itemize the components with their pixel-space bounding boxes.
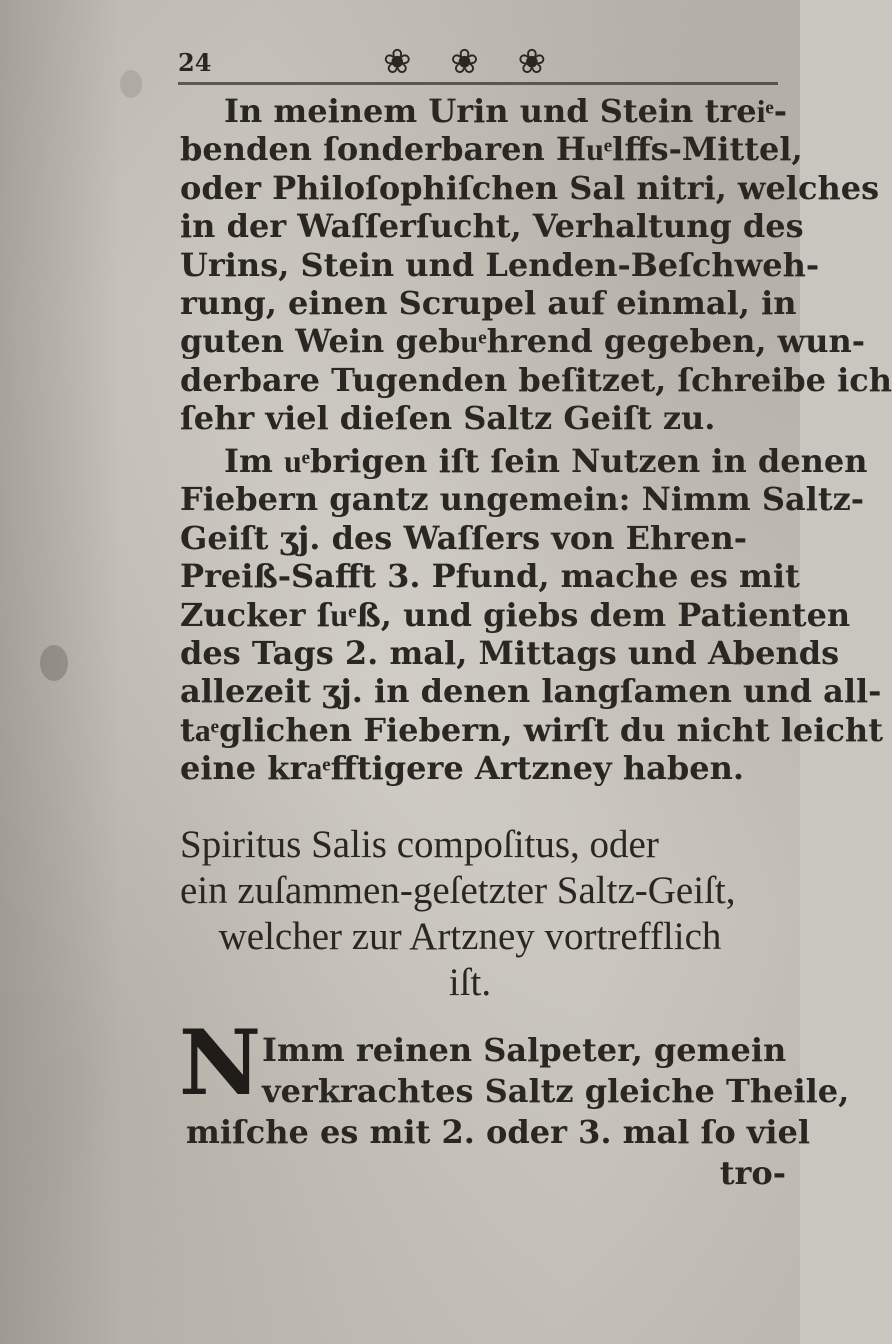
text-line: derbare Tugenden beſitzet, ſchreibe ich — [180, 360, 892, 399]
section-heading — [180, 822, 800, 1006]
paragraph-1 — [180, 92, 892, 438]
text-line: In meinem Urin und Stein treiͤ- — [224, 92, 788, 130]
text-line: allezeit ʒj. in denen langſamen und all- — [180, 672, 882, 711]
text-line: oder Philoſophiſchen Sal nitri, welches — [180, 168, 880, 207]
heading-line: Spiritus Salis compoſitus, oder — [180, 823, 659, 866]
text-line: verkrachtes Saltz gleiche Theile, — [262, 1072, 850, 1110]
text-line: Fiebern gantz ungemein: Nimm Saltz- — [180, 480, 865, 519]
text-line: benden ſonderbaren Huͤlffs-Mittel, — [180, 130, 803, 169]
text-line: Preiß-Safft 3. Pfund, mache es mit — [180, 557, 800, 596]
text-line: miſche es mit 2. oder 3. mal ſo viel — [186, 1113, 811, 1151]
text-line: eine kraͤfftigere Artzney haben. — [180, 749, 745, 788]
heading-line: iſt. — [448, 961, 492, 1004]
text-line: Geiſt ʒj. des Waſſers von Ehren- — [180, 518, 748, 557]
text-line: ſehr viel dieſen Saltz Geiſt zu. — [180, 399, 716, 438]
text-line: Urins, Stein und Lenden-Beſchweh- — [180, 245, 820, 284]
text-line: guten Wein gebuͤhrend gegeben, wun- — [180, 322, 865, 361]
text-line: Imm reinen Salpeter, gemein — [262, 1031, 787, 1069]
section-3-body — [186, 1112, 811, 1194]
text-line: rung, einen Scrupel auf einmal, in — [180, 283, 797, 322]
ink-stain — [120, 70, 142, 98]
text-line: Zucker ſuͤß, und giebs dem Patienten — [180, 595, 851, 634]
page-header — [178, 42, 738, 82]
header-rule — [178, 82, 778, 85]
text-line: taͤglichen Fiebern, wirſt du nicht leicht — [180, 710, 883, 749]
text-line: tro- — [719, 1154, 786, 1192]
page-number: 24 — [178, 48, 212, 77]
text-line: des Tags 2. mal, Mittags und Abends — [180, 633, 840, 672]
text-line: Im uͤbrigen iſt ſein Nutzen in denen — [224, 442, 868, 480]
paragraph-2 — [180, 442, 883, 788]
ink-stain — [40, 645, 68, 681]
heading-line: welcher zur Artzney vortrefflich — [218, 915, 722, 958]
section-3-indented — [262, 1030, 850, 1112]
text-line: in der Waſſerſucht, Verhaltung des — [180, 207, 804, 246]
heading-line: ein zuſammen-geſetzter Saltz-Geiſt, — [180, 869, 736, 912]
header-ornaments: ❀ ❀ ❀ — [383, 42, 561, 82]
drop-cap: N — [178, 1010, 262, 1116]
